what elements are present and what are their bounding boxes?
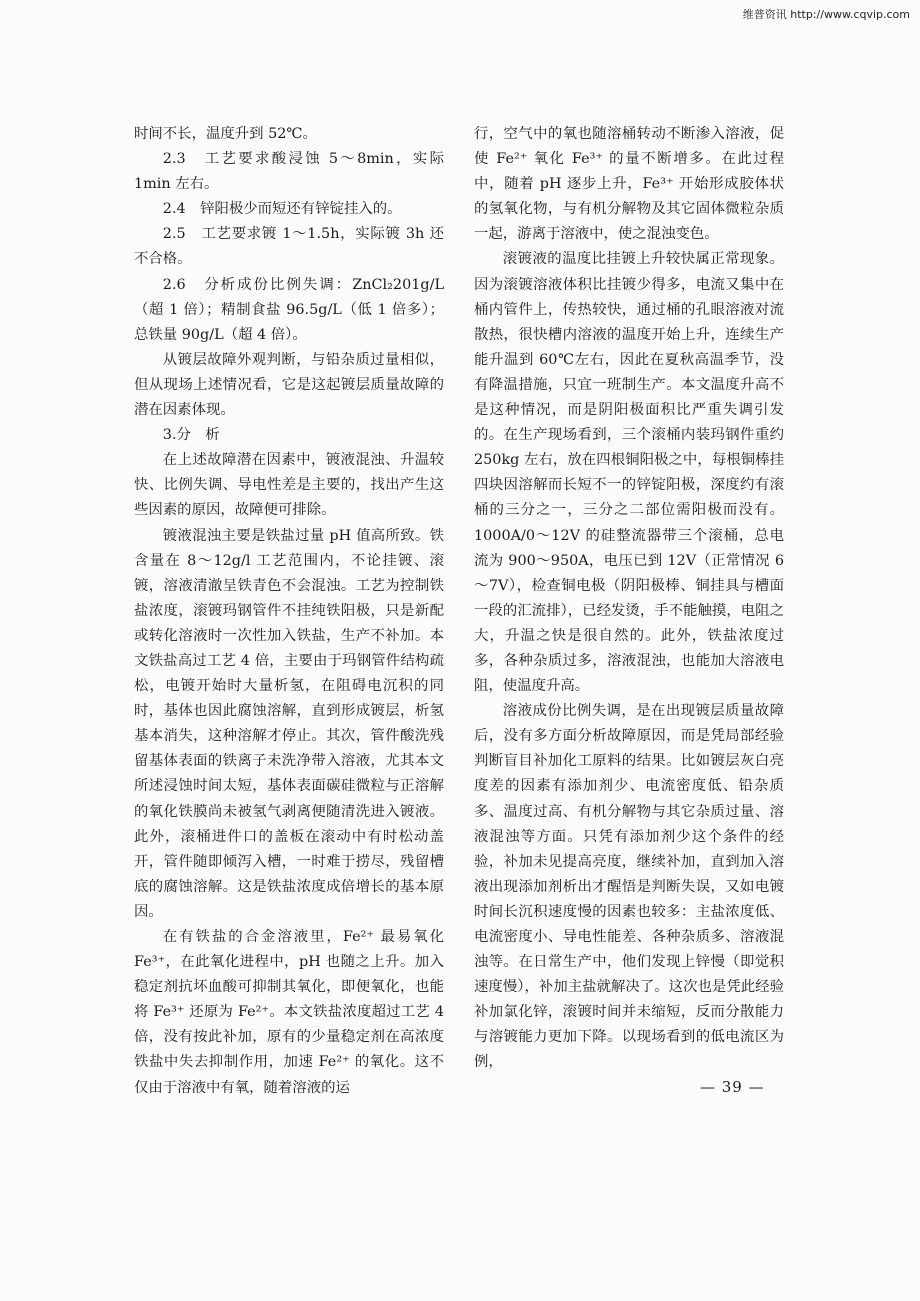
- paragraph: 2.6 分析成份比例失调：ZnCl₂201g/L（超 1 倍）；精制食盐 96.5g/L（低 1 倍多）；总铁量 90g/L（超 4 倍）。: [134, 276, 444, 343]
- paragraph: 从镀层故障外观判断，与铅杂质过量相似，但从现场上述情况看，它是这起镀层质量故障的潜在因素体现。: [134, 351, 444, 419]
- paragraph: 2.4 锌阳极少而短还有锌锭挂入的。: [162, 201, 402, 218]
- paragraph: 2.3 工艺要求酸浸蚀 5～8min，实际 1min 左右。: [134, 151, 444, 193]
- paragraph: 在有铁盐的合金溶液里，Fe²⁺ 最易氧化 Fe³⁺，在此氧化进程中，pH 也随之上升。加入稳定剂抗坏血酸可抑制其氧化，即便氧化，也能将 Fe³⁺ 还原为 Fe²⁺。本文铁盐浓度超过工艺 4 倍，没有按此补加，原有的少量稳定剂在高浓度铁盐中失去抑制作用，加速 Fe²⁺ 的氧化。这不仅由于溶液中有氧，随着溶液的运: [134, 929, 444, 1096]
- paragraph: 镀液混浊主要是铁盐过量 pH 值高所致。铁含量在 8～12g/l 工艺范围内，不论挂镀、滚镀，溶液清澈呈铁青色不会混浊。工艺为控制铁盐浓度，滚镀玛钢管件不挂纯铁阳极，只是新配或转化溶液时一次性加入铁盐，生产不补加。本文铁盐高过工艺 4 倍，主要由于玛钢管件结构疏松，电镀开始时大量析氢，在阻碍电沉积的同时，基体也因此腐蚀溶解，直到形成镀层，析氢基本消失，这种溶解才停止。其次，管件酸洗残留基体表面的铁离子未洗净带入溶液，尤其本文所述浸蚀时间太短，基体表面碳硅微粒与正溶解的氧化铁膜尚未被氢气剥离便随清洗进入镀液。此外，滚桶进件口的盖板在滚动中有时松动盖开，管件随即倾泻入槽，一时难于捞尽，残留槽底的腐蚀溶解。这是铁盐浓度成倍增长的基本原因。: [134, 527, 444, 920]
- page-header: 维普资讯 http://www.cqvip.com: [742, 8, 910, 21]
- page-number: — 39 —: [700, 1078, 765, 1096]
- paragraph: 在上述故障潜在因素中，镀液混浊、升温较快、比例失调、导电性差是主要的，找出产生这些因素的原因，故障便可排除。: [134, 452, 444, 519]
- left-column: [134, 122, 444, 1101]
- paragraph: 时间不长，温度升到 52℃。: [134, 126, 317, 142]
- paragraph: 溶液成份比例失调，是在出现镀层质量故障后，没有多方面分析故障原因，而是凭局部经验判断盲目补加化工原料的结果。比如镀层灰白亮度差的因素有添加剂少、电流密度低、铅杂质多、温度过高、有机分解物与其它杂质过量、溶液混浊等方面。只凭有添加剂少这个条件的经验，补加未见提高亮度，继续补加，直到加入溶液出现添加剂析出才醒悟是判断失误，又如电镀时间长沉积速度慢的因素也较多：主盐浓度低、电流密度小、导电性能差、各种杂质多、溶液混浊等。在日常生产中，他们发现上锌慢（即觉积速度慢），补加主盐就解决了。这次也是凭此经验补加氯化锌，滚镀时间并未缩短，反而分散能力与溶镀能力更加下降。以现场看到的低电流区为例，: [474, 703, 784, 1071]
- paragraph: 行，空气中的氧也随溶桶转动不断渗入溶液，促使 Fe²⁺ 氧化 Fe³⁺ 的量不断增多。在此过程中，随着 pH 逐步上升，Fe³⁺ 开始形成胶体状的氢氧化物，与有机分解物及其它固体微粒杂质一起，游离于溶液中，使之混浊变色。: [474, 126, 784, 243]
- paragraph: 滚镀液的温度比挂镀上升较快属正常现象。因为滚镀溶液体积比挂镀少得多，电流又集中在桶内管件上，传热较快，通过桶的孔眼溶液对流散热，很快槽内溶液的温度开始上升，连续生产能升温到 60℃左右，因此在夏秋高温季节，没有降温措施，只宜一班制生产。本文温度升高不是这种情况，而是阴阳极面积比严重失调引发的。在生产现场看到，三个滚桶内装玛钢件重约 250kg 左右，放在四根铜阳极之中，每根铜棒挂四块因溶解而长短不一的锌锭阳极，深度约有滚桶的三分之一，三分之二部位需阳极而没有。1000A/0～12V 的硅整流器带三个滚桶，总电流为 900～950A，电压已到 12V（正常情况 6～7V），检查铜电极（阴阳极棒、铜挂具与槽面一段的汇流排），已经发烫，手不能触摸，电阻之大，升温之快是很自然的。此外，铁盐浓度过多，各种杂质过多，溶液混浊，也能加大溶液电阻，使温度升高。: [474, 251, 784, 695]
- paragraph: 2.5 工艺要求镀 1～1.5h，实际镀 3h 还不合格。: [134, 226, 444, 268]
- paragraph: 3.分 析: [162, 427, 220, 444]
- right-column: [474, 122, 784, 1076]
